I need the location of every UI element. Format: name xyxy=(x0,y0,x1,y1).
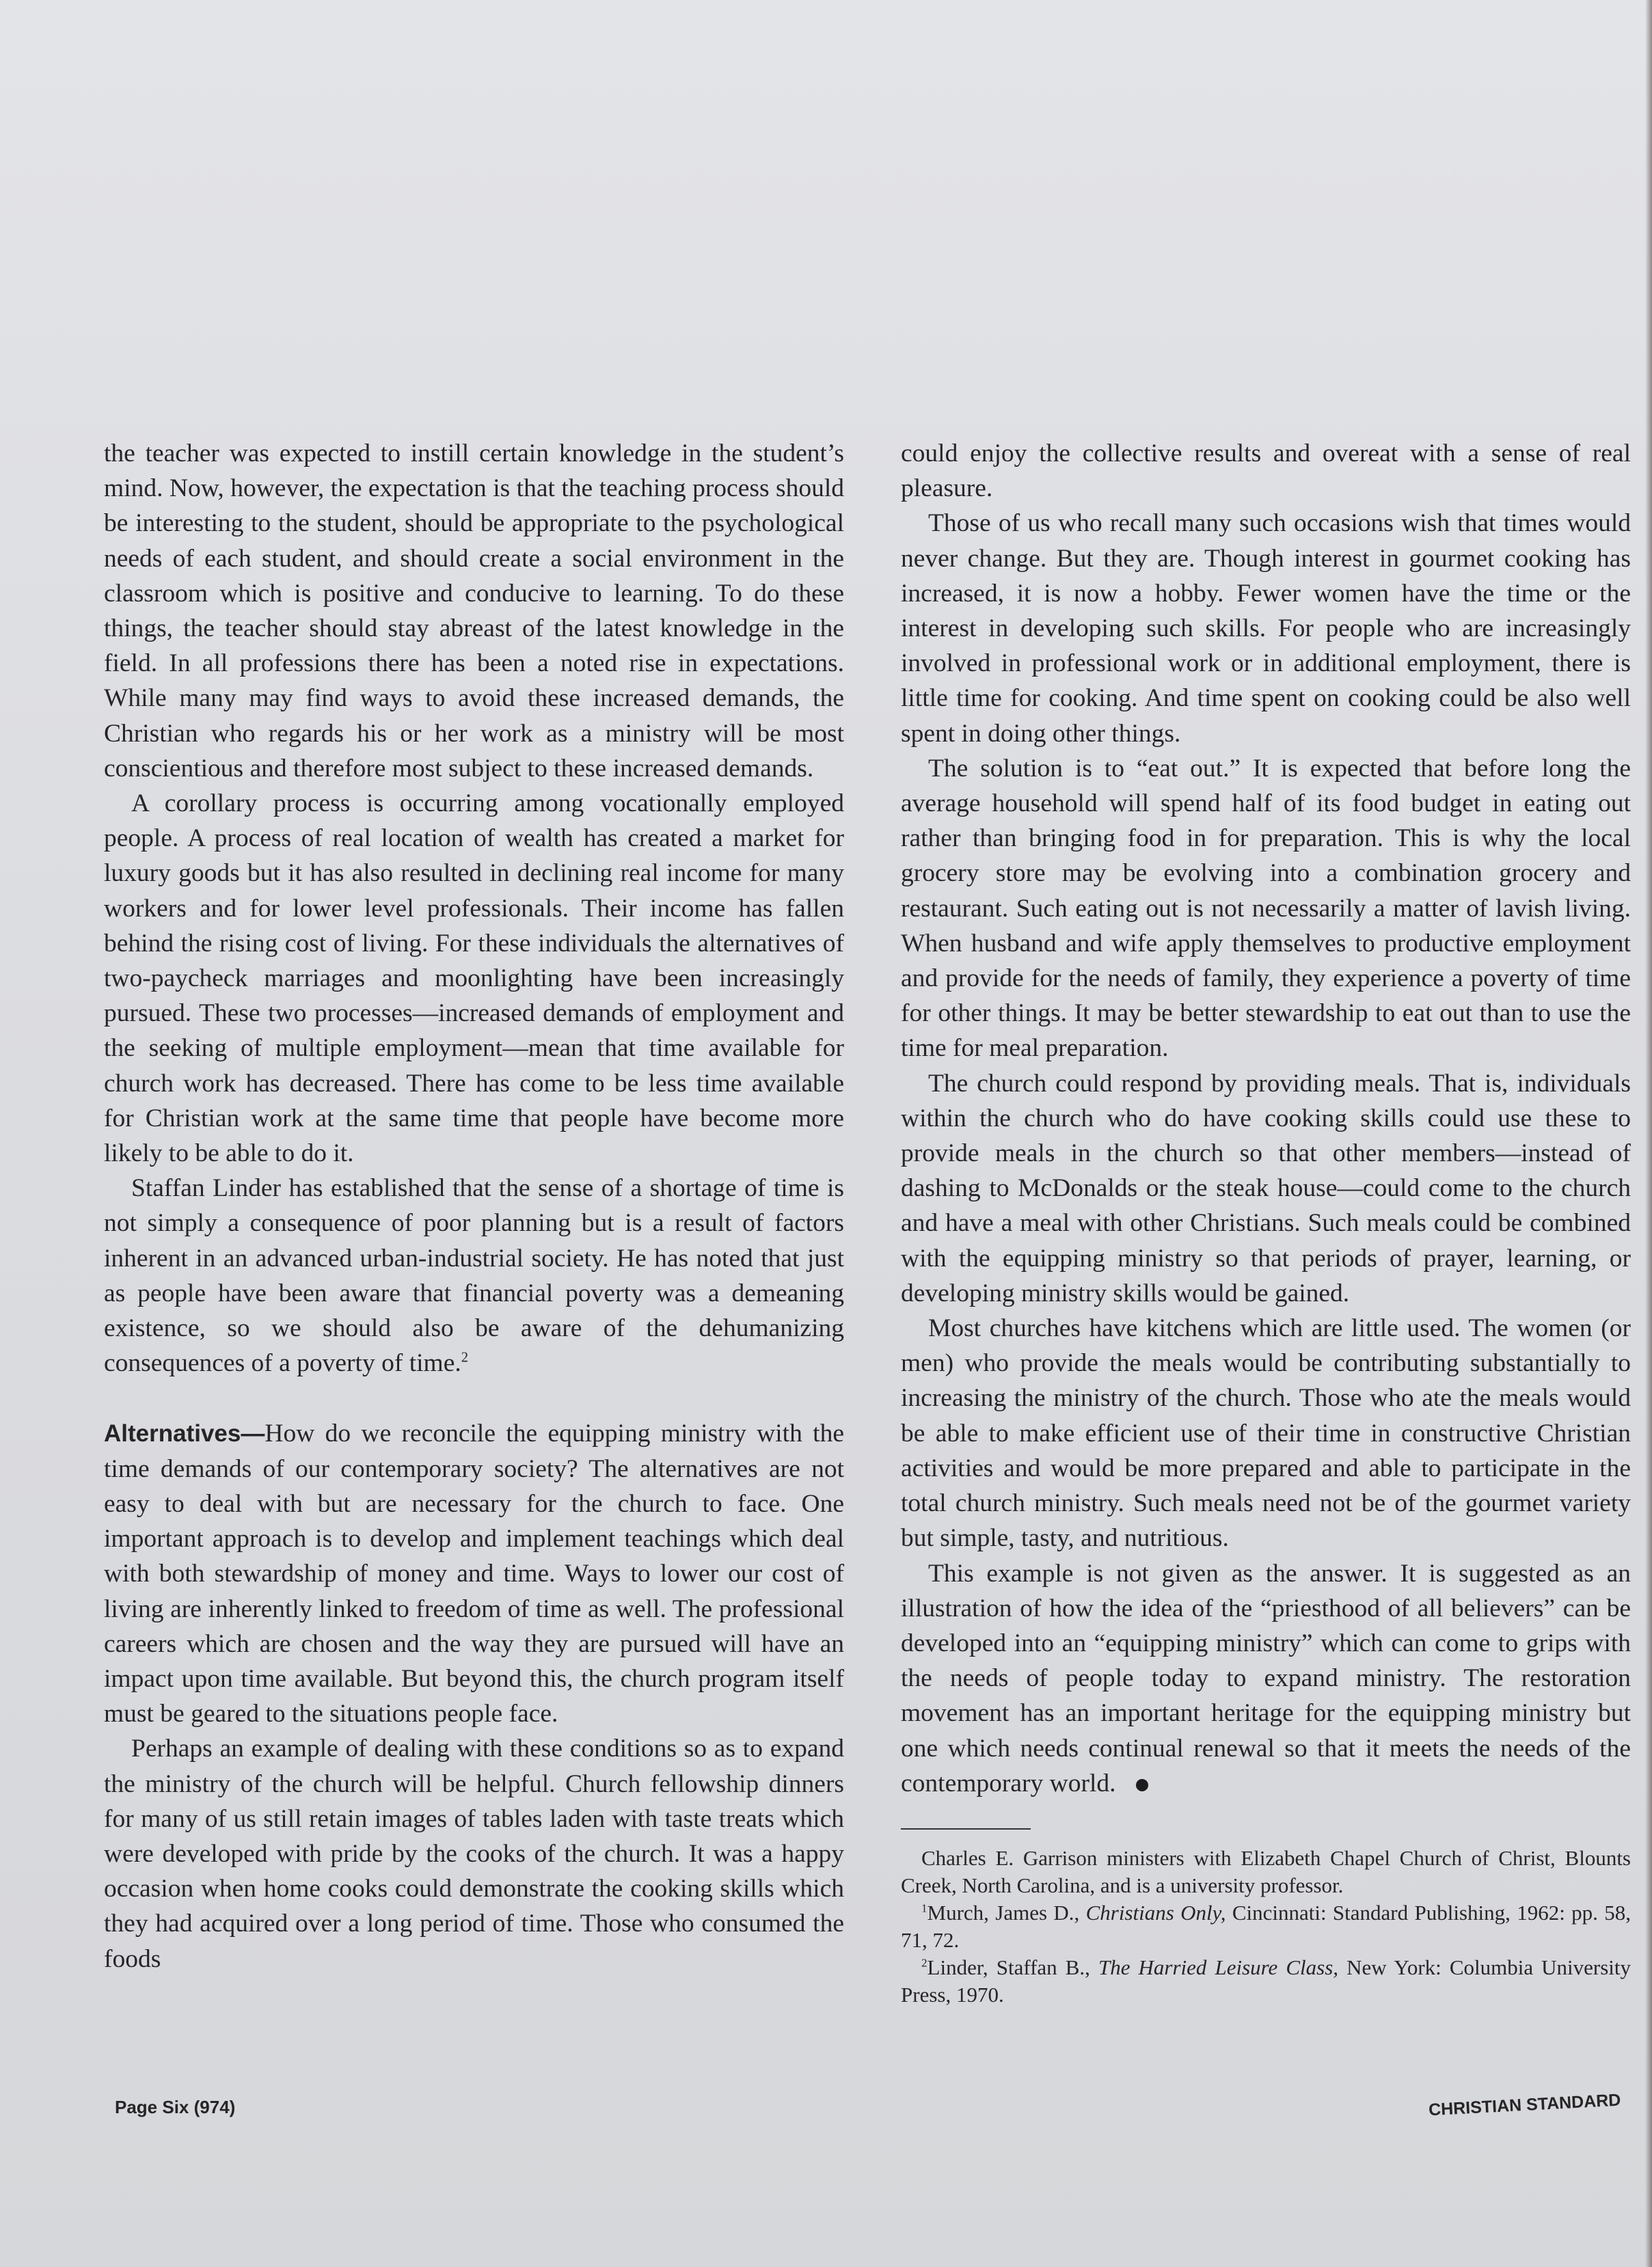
footnote-ref: 2 xyxy=(461,1350,469,1366)
book-title: The Harried Leisure Class, xyxy=(1098,1955,1339,1979)
right-column xyxy=(901,436,1631,2009)
footnote-1: $^1$Murch, James D., Christians Only, Cincinnati: Standard Publishing, 1962: pp. 58, 71, 72. xyxy=(901,1900,1631,1952)
author-bio: Charles E. Garrison ministers with Elizabeth Chapel Church of Christ, Blounts Creek, North Carolina, and is a university professor. xyxy=(901,1845,1631,1897)
page-edge-shadow xyxy=(1645,0,1652,2267)
paragraph-text: How do we reconcile the equipping ministry with the time demands of our contemporary society? The alternatives are not easy to deal with but are necessary for the church to face. One important approach is to develop and implement teachings which deal with both stewardship of money and time. Ways to lower our cost of living are inherently linked to freedom of time as well. The professional careers which are chosen and the way they are pursued will have an impact upon time available. But beyond this, the church program itself must be geared to the situations people face. xyxy=(104,1420,844,1728)
paragraph: Most churches have kitchens which are little used. The women (or men) who provide the meals would be contributing substantially to increasing the ministry of the church. Those who ate the meals would be able to make efficient use of their time in constructive Christian activities and would be more prepared and able to participate in the total church ministry. Such meals need not be of the gourmet variety but simple, tasty, and nutritious. xyxy=(901,1314,1631,1553)
paragraph: A corollary process is occurring among vocationally employed people. A process of real location of wealth has created a market for luxury goods but it has also resulted in declining real income for many workers and for lower level professionals. Their income has fallen behind the rising cost of living. For these individuals the alternatives of two-paycheck marriages and moonlighting have been increasingly pursued. These two processes—increased demands of employment and the seeking of multiple employment—mean that time available for church work has decreased. There has come to be less time available for Christian work at the same time that people have become more likely to be able to do it. xyxy=(104,789,844,1168)
paragraph: the teacher was expected to instill certain knowledge in the student’s mind. Now, however, the expectation is that the teaching process should be interesting to the student, should be appropriate to the psychological needs of each student, and should create a social environment in the classroom which is positive and conducive to learning. To do these things, the teacher should stay abreast of the latest knowledge in the field. In all professions there has been a noted rise in expectations. While many may find ways to avoid these increased demands, the Christian who regards his or her work as a ministry will be most conscientious and therefore most subject to these increased demands. xyxy=(104,439,844,783)
paragraph: Perhaps an example of dealing with these conditions so as to expand the ministry of the church will be helpful. Church fellowship dinners for many of us still retain images of tables laden with taste treats which were developed with pride by the cooks of the church. It was a happy occasion when home cooks could demonstrate the cooking skills which they had acquired over a long period of time. Those who consumed the foods xyxy=(104,1735,844,1973)
paragraph: could enjoy the collective results and overeat with a sense of real pleasure. xyxy=(901,439,1631,503)
end-of-article-bullet-icon xyxy=(1136,1779,1148,1791)
magazine-name: CHRISTIAN STANDARD xyxy=(1428,2090,1621,2120)
page-number: Page Six (974) xyxy=(115,2097,236,2117)
footnotes xyxy=(901,1845,1631,2009)
paragraph: Those of us who recall many such occasions wish that times would never change. But they are. Though interest in gourmet cooking has increased, it is now a hobby. Fewer women have the time or the interest in developing such skills. For people who are increasingly involved in professional work or in additional employment, there is little time for cooking. And time spent on cooking could be also well spent in doing other things. xyxy=(901,509,1631,748)
footnote-2: $^2$Linder, Staffan B., The Harried Leisure Class, New York: Columbia University Press, 1970. xyxy=(901,1955,1631,2007)
paragraph xyxy=(901,1556,1631,1801)
footnote-divider xyxy=(901,1828,1031,1830)
paragraph xyxy=(104,1171,844,1381)
book-title: Christians Only, xyxy=(1085,1900,1226,1925)
left-column xyxy=(104,436,844,1977)
section-subhead: Alternatives— xyxy=(104,1420,265,1448)
paragraph: The solution is to “eat out.” It is expected that before long the average household will spend half of its food budget in eating out rather than bringing food in for preparation. This is why the local grocery store may be evolving into a combination grocery and restaurant. Such eating out is not necessarily a matter of lavish living. When husband and wife apply themselves to productive employment and provide for the needs of family, they experience a poverty of time for other things. It may be better stewardship to eat out than to use the time for meal preparation. xyxy=(901,754,1631,1063)
paragraph-text: Staffan Linder has established that the sense of a shortage of time is not simply a consequence of poor planning but is a result of factors inherent in an advanced urban-industrial society. He has noted that just as people have been aware that financial poverty was a demeaning existence, so we should also be aware of the dehumanizing consequences of a poverty of time. xyxy=(104,1174,844,1378)
paragraph-text: This example is not given as the answer. It is suggested as an illustration of how the idea of the “priesthood of all believers” can be developed into an “equipping ministry” which can come to grips with the needs of people today to expand ministry. The restoration movement has an important heritage for the equipping ministry but one which needs continual renewal so that it meets the needs of the contemporary world. xyxy=(901,1559,1631,1797)
paragraph: The church could respond by providing meals. That is, individuals within the church who do have cooking skills could use these to provide meals in the church so that other members—instead of dashing to McDonalds or the steak house—could come to the church and have a meal with other Christians. Such meals could be combined with the equipping ministry so that periods of prayer, learning, or developing ministry skills would be gained. xyxy=(901,1069,1631,1307)
paragraph xyxy=(104,1416,844,1731)
